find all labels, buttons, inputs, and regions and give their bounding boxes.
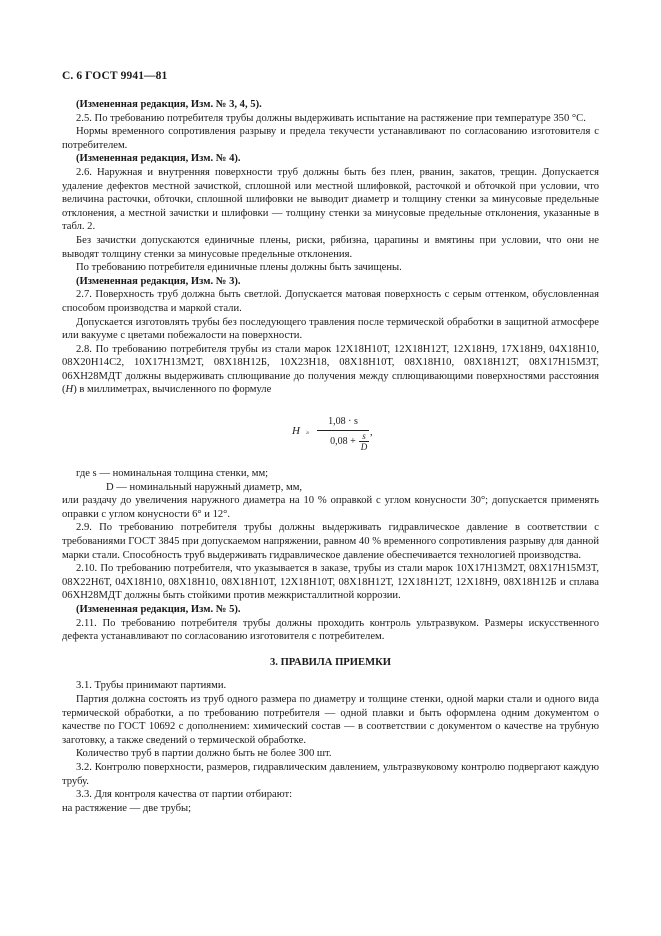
inner-numerator: s — [362, 431, 366, 442]
clause-2-5: 2.5. По требованию потребителя трубы должны выдерживать испытание на растяжение при температуре 350 °С. — [76, 112, 586, 124]
clause-2-7: 2.7. Поверхность труб должна быть светлой. Допускается матовая поверхность с серым оттенком, обусловленная способом производства и маркой стали. — [62, 289, 599, 314]
definition-s: где s — номинальная толщина стенки, мм; — [76, 468, 269, 480]
clause-2-11: 2.11. По требованию потребителя трубы должны проходить контроль ультразвуком. Размеры искусственного дефекта устанавливают по согласованию изготовителя с потребителем. — [62, 617, 599, 643]
page-header: С. 6 ГОСТ 9941—81 — [62, 70, 168, 82]
clause-2-8-text-b: ) в миллиметрах, вычисленного по формуле — [73, 384, 272, 396]
paragraph: Без зачистки допускаются единичные плены, риски, рябизна, царапины и вмятины при условии, что они не выводят толщину стенки за минусовые предельные отклонения. — [62, 234, 599, 260]
clause-2-8-text-a: 2.8. По требованию потребителя трубы из стали марок 12Х18Н10Т, 12Х18Н12Т, 12Х18Н9, 17Х18Н9, 04Х18Н10, 08Х20Н14С2, 10Х17Н13М2Т, 08Х18Н12Б, 10Х23Н18, 08Х18Н10Т, 08Х18Н10, 08Х18Н12Т, 08Х17Н15М3Т, 06ХН28МДТ должны выдерживать сплющивание до получения между сплющивающими поверхностями расстояния ( — [62, 343, 599, 396]
paragraph: Партия должна состоять из труб одного размера по диаметру и толщине стенки, одной марки стали и одного вида термической обработки, а по требованию потребителя — одной плавки и быть оформлена одним документом о качестве по ГОСТ 10692 с дополнением: химический состав — в соответствии с документом о качестве на трубную заготовку, а также сведений о термической обработке. — [62, 693, 599, 746]
paragraph: Допускается изготовлять трубы без последующего травления после термической обработки в защитной атмосфере или вакууме с цветами побежалости на поверхности. — [62, 316, 599, 342]
formula-numerator: 1,08 · s — [328, 416, 358, 428]
amendment-note: (Измененная редакция, Изм. № 3). — [76, 275, 241, 287]
amendment-note: (Измененная редакция, Изм. № 3, 4, 5). — [76, 99, 262, 110]
clause-2-8 — [62, 343, 599, 397]
paragraph: По требованию потребителя единичные плены должны быть зачищены. — [76, 262, 402, 274]
amendment-note: (Измененная редакция, Изм. № 5). — [76, 604, 241, 615]
paragraph: или раздачу до увеличения наружного диаметра на 10 % оправкой с углом конусности 30°; допускается применять оправки с углом конусности 6° и 12°. — [62, 495, 599, 520]
variable-h: H — [65, 384, 74, 396]
formula-lhs: H — [292, 425, 300, 438]
formula-inner-fraction — [357, 431, 371, 452]
document-body — [62, 98, 599, 815]
amendment-note: (Измененная редакция, Изм. № 4). — [76, 153, 241, 165]
clause-3-2: 3.2. Контролю поверхности, размеров, гидравлическим давлением, ультразвуковому контролю подвергают каждую трубу. — [62, 761, 599, 787]
clause-3-1: 3.1. Трубы принимают партиями. — [76, 680, 227, 692]
paragraph: Нормы временного сопротивления разрыву и предела текучести устанавливают по согласованию изготовителя с потребителем. — [62, 126, 599, 151]
paragraph: Количество труб в партии должно быть не более 300 шт. — [76, 748, 332, 760]
flattening-formula — [62, 403, 599, 465]
formula-relation: ≥ — [306, 430, 310, 437]
clause-2-9: 2.9. По требованию потребителя трубы должны выдерживать гидравлическое давление в соответствии с требованиями ГОСТ 3845 при допускаемом напряжении, равном 40 % временного сопротивления разрыву для данной марки стали. Способность труб выдерживать гидравлическое давление обеспечивается технологией производства. — [62, 522, 599, 561]
formula-comma: , — [370, 427, 373, 439]
formula-denominator: 0,08 + — [330, 436, 356, 448]
clause-2-10: 2.10. По требованию потребителя, что указывается в заказе, трубы из стали марок 10Х17Н13М2Т, 08Х17Н15М3Т, 08Х22Н6Т, 04Х18Н10, 08Х18Н10, 08Х18Н10Т, 12Х18Н10Т, 08Х18Н12Т, 12Х18Н12Т, 12Х18Н9, 08Х18Н12Б и сплава 06ХН28МДТ должны быть стойкими против межкристаллитной коррозии. — [62, 563, 599, 602]
definition-d: D — номинальный наружный диаметр, мм, — [106, 481, 303, 493]
list-item: на растяжение — две трубы; — [62, 802, 192, 814]
section-heading: 3. ПРАВИЛА ПРИЕМКИ — [269, 656, 392, 668]
clause-2-6: 2.6. Наружная и внутренняя поверхности труб должны быть без плен, рванин, закатов, трещин. Допускается удаление дефектов местной зачисткой, сплошной или местной шлифовкой, расточкой и обточкой при условии, что величина расточки, обточки, сплошной шлифовки не выводит диаметр и толщину стенки за минусовые предельные отклонения, а местной зачистки и шлифовки — толщину стенки за минусовые предельные отклонения, указанные в табл. 2. — [62, 166, 599, 233]
clause-3-3: 3.3. Для контроля качества от партии отбирают: — [76, 789, 293, 801]
inner-denominator: D — [360, 442, 368, 453]
